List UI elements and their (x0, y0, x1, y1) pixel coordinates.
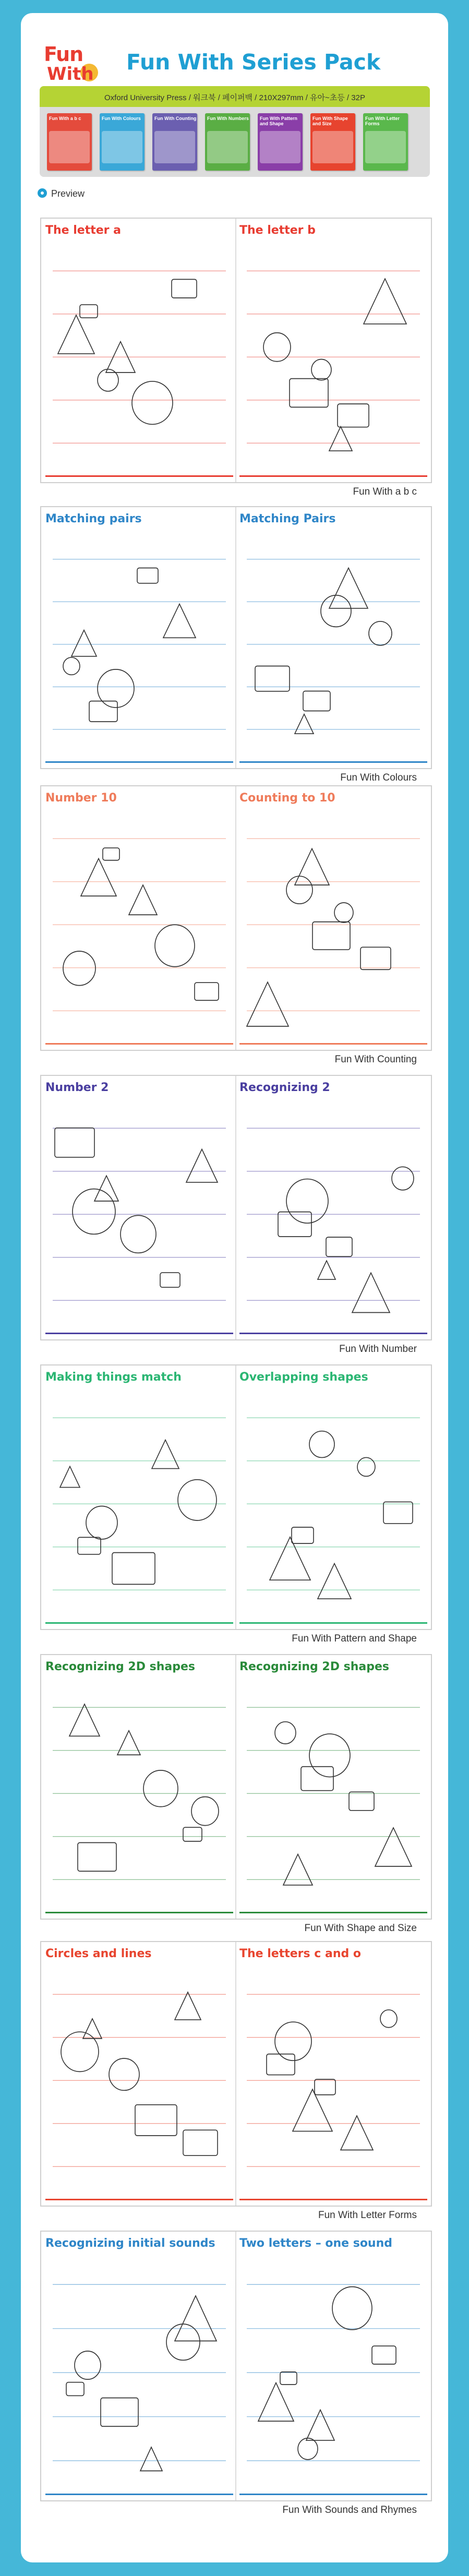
book-cover (152, 113, 197, 171)
product-info-box (40, 86, 430, 177)
workbook-line-art (49, 1972, 230, 2193)
book-cover (363, 113, 408, 171)
spread-caption: Fun With Pattern and Shape (292, 1633, 417, 1644)
workbook-page-left (45, 786, 233, 1050)
page-bottom-rule (45, 1043, 233, 1045)
page-title: Fun With Series Pack (126, 50, 381, 75)
workbook-line-art (243, 1685, 424, 1906)
spread-preview (40, 506, 432, 769)
spread-preview (40, 1075, 432, 1340)
book-cover-title: Fun With Pattern and Shape (260, 116, 297, 126)
workbook-page-left (45, 1942, 233, 2206)
workbook-line-art (243, 1396, 424, 1616)
workbook-illustration (243, 1396, 424, 1616)
workbook-page-title: The letter a (45, 224, 122, 237)
workbook-page-left (45, 1655, 233, 1919)
workbook-illustration (243, 249, 424, 470)
workbook-line-art (49, 249, 230, 470)
workbook-page-left (45, 1076, 233, 1339)
workbook-line-art (243, 1106, 424, 1327)
book-cover-illustration (102, 131, 142, 163)
book-cover (258, 113, 303, 171)
preview-label: Preview (51, 188, 85, 199)
workbook-illustration (243, 817, 424, 1037)
workbook-line-art (49, 817, 230, 1037)
book-cover-title: Fun With Letter Forms (365, 116, 400, 126)
workbook-line-art (49, 1106, 230, 1327)
logo-word-fun: Fun (44, 43, 83, 66)
spread-spine (235, 2232, 236, 2500)
workbook-page-title: Overlapping shapes (239, 1371, 368, 1384)
spread-preview (40, 1654, 432, 1920)
workbook-page-left (45, 219, 233, 482)
book-cover-title: Fun With Colours (102, 116, 141, 121)
spread-spine (235, 219, 236, 482)
spread-caption: Fun With Letter Forms (318, 2210, 417, 2221)
page-bottom-rule (45, 1622, 233, 1624)
book-cover (47, 113, 92, 171)
workbook-line-art (49, 2262, 230, 2488)
page-bottom-rule (239, 2199, 427, 2200)
workbook-line-art (49, 1396, 230, 1616)
spread-spine (235, 1942, 236, 2206)
book-cover (205, 113, 250, 171)
workbook-page-left (45, 1365, 233, 1629)
page-bottom-rule (239, 475, 427, 477)
spread-preview (40, 218, 432, 483)
workbook-page-right (239, 1942, 427, 2206)
workbook-page-title: The letter b (239, 224, 316, 237)
workbook-page-right (239, 2232, 427, 2500)
workbook-page-right (239, 1365, 427, 1629)
workbook-illustration (243, 537, 424, 756)
workbook-line-art (243, 2262, 424, 2488)
workbook-page-title: The letters c and o (239, 1947, 361, 1960)
workbook-page-right (239, 1655, 427, 1919)
workbook-illustration (49, 249, 230, 470)
workbook-line-art (243, 1972, 424, 2193)
workbook-page-right (239, 1076, 427, 1339)
preview-bullet-icon (38, 188, 47, 198)
page-bottom-rule (45, 1912, 233, 1913)
logo-word-with: With (47, 64, 94, 85)
workbook-line-art (243, 249, 424, 470)
book-cover-title: Fun With a b c (49, 116, 81, 121)
spread-caption: Fun With Sounds and Rhymes (282, 2505, 417, 2515)
page-bottom-rule (45, 1333, 233, 1334)
book-cover (100, 113, 145, 171)
book-cover-title: Fun With Shape and Size (312, 116, 348, 126)
info-bar (40, 86, 430, 107)
spread-caption: Fun With Counting (334, 1054, 417, 1065)
workbook-illustration (49, 537, 230, 756)
spread-spine (235, 1076, 236, 1339)
spread-spine (235, 786, 236, 1050)
page-bottom-rule (239, 761, 427, 763)
workbook-line-art (243, 537, 424, 756)
book-cover-title: Fun With Counting (154, 116, 197, 121)
book-cover (310, 113, 355, 171)
spread-preview (40, 785, 432, 1051)
workbook-page-title: Matching pairs (45, 512, 142, 525)
workbook-page-right (239, 786, 427, 1050)
page-bottom-rule (239, 1912, 427, 1913)
workbook-page-title: Recognizing initial sounds (45, 2237, 215, 2250)
workbook-illustration (49, 1106, 230, 1327)
spread-spine (235, 1655, 236, 1919)
page-bottom-rule (45, 761, 233, 763)
workbook-illustration (49, 1972, 230, 2193)
page-bottom-rule (239, 2494, 427, 2495)
workbook-page-title: Making things match (45, 1371, 182, 1384)
workbook-illustration (243, 1106, 424, 1327)
page-bottom-rule (45, 2199, 233, 2200)
page-bottom-rule (239, 1333, 427, 1334)
workbook-page-title: Recognizing 2 (239, 1081, 330, 1094)
book-cover-illustration (260, 131, 300, 163)
product-info-text: Oxford University Press / 워크북 / 페이퍼백 / 210X297mm / 유아~초등 / 32P (104, 93, 365, 102)
spread-caption: Fun With a b c (353, 486, 417, 497)
workbook-page-title: Matching Pairs (239, 512, 336, 525)
spread-preview (40, 1941, 432, 2207)
workbook-illustration (49, 2262, 230, 2488)
workbook-illustration (49, 817, 230, 1037)
page-bottom-rule (45, 475, 233, 477)
workbook-page-title: Recognizing 2D shapes (45, 1660, 195, 1673)
page-bottom-rule (239, 1043, 427, 1045)
workbook-page-right (239, 219, 427, 482)
workbook-illustration (243, 1972, 424, 2193)
spread-caption: Fun With Shape and Size (304, 1923, 417, 1934)
workbook-illustration (49, 1685, 230, 1906)
page-bottom-rule (45, 2494, 233, 2495)
spread-spine (235, 507, 236, 768)
spread-preview (40, 2231, 432, 2501)
workbook-page-left (45, 2232, 233, 2500)
workbook-page-title: Recognizing 2D shapes (239, 1660, 389, 1673)
spread-preview (40, 1364, 432, 1630)
spread-caption: Fun With Number (339, 1344, 417, 1355)
book-cover-illustration (49, 131, 90, 163)
workbook-page-title: Two letters – one sound (239, 2237, 393, 2250)
workbook-illustration (243, 1685, 424, 1906)
workbook-page-left (45, 507, 233, 768)
workbook-line-art (49, 1685, 230, 1906)
book-cover-title: Fun With Numbers (207, 116, 249, 121)
workbook-page-right (239, 507, 427, 768)
workbook-page-title: Circles and lines (45, 1947, 152, 1960)
main-card (21, 13, 448, 2562)
workbook-page-title: Counting to 10 (239, 792, 335, 805)
workbook-illustration (243, 2262, 424, 2488)
workbook-illustration (49, 1396, 230, 1616)
workbook-page-title: Number 2 (45, 1081, 109, 1094)
book-cover-illustration (207, 131, 248, 163)
page-bottom-rule (239, 1622, 427, 1624)
spread-spine (235, 1365, 236, 1629)
book-cover-illustration (365, 131, 406, 163)
book-cover-illustration (154, 131, 195, 163)
book-cover-illustration (312, 131, 353, 163)
workbook-line-art (49, 537, 230, 756)
workbook-page-title: Number 10 (45, 792, 117, 805)
workbook-line-art (243, 817, 424, 1037)
spread-caption: Fun With Colours (340, 772, 417, 783)
